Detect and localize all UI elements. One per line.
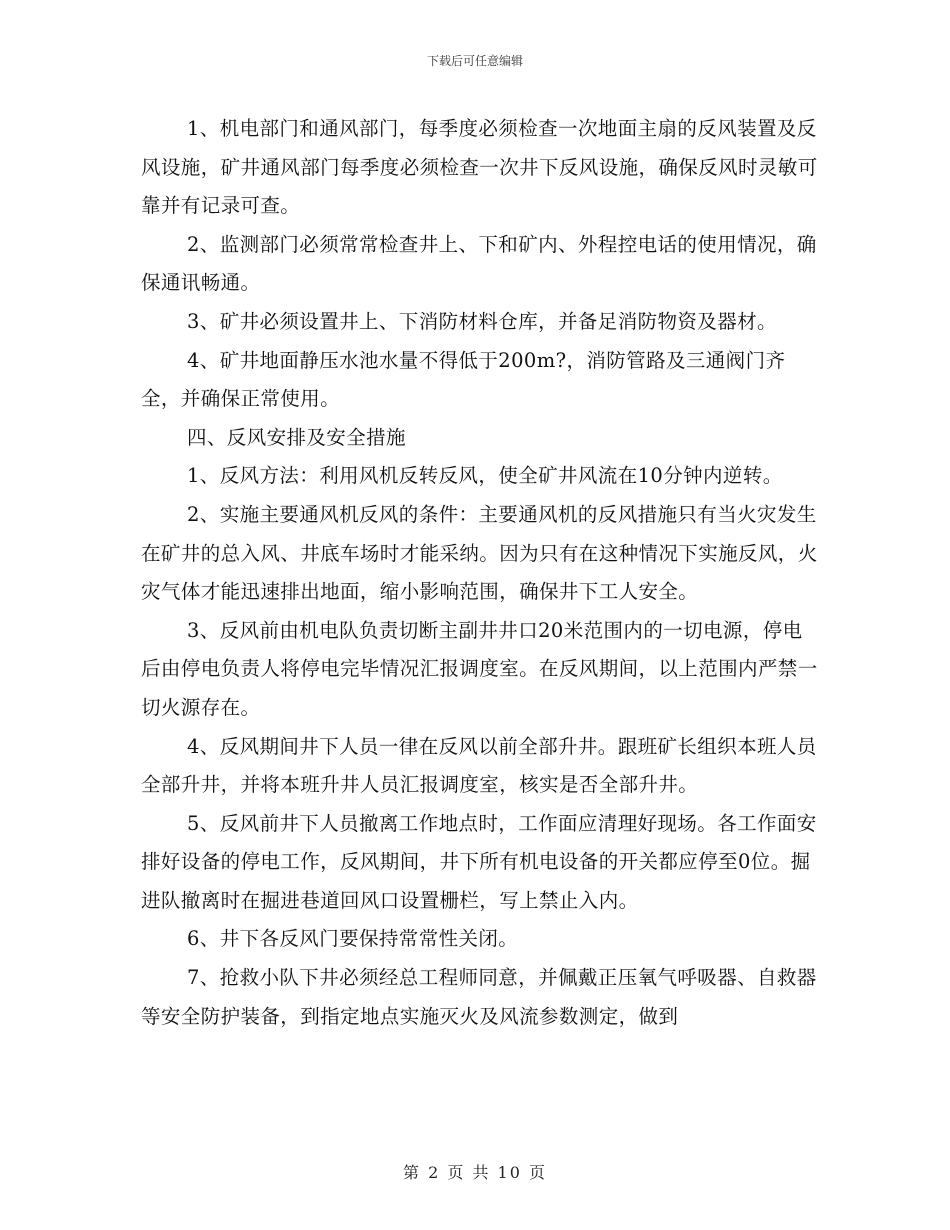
paragraph-8: 4、反风期间井下人员一律在反风以前全部升井。跟班矿长组织本班人员全部升井，并将本班升井人员汇报调度室，核实是否全部升井。	[141, 734, 817, 797]
page-header: 下载后可任意编辑	[426, 54, 523, 68]
paragraph-7: 3、反风前由机电队负责切断主副井井口20米范围内的一切电源，停电后由停电负责人将停电完毕情况汇报调度室。在反风期间，以上范围内严禁一切火源存在。	[141, 618, 818, 719]
paragraph-6: 2、实施主要通风机反风的条件：主要通风机的反风措施只有当火灾发生在矿井的总入风、井底车场时才能采纳。因为只有在这种情况下实施反风，火灾气体才能迅速排出地面，缩小影响范围，确保井下工人安全。	[141, 502, 818, 604]
paragraph-11: 7、抢救小队下井必须经总工程师同意，并佩戴正压氧气呼吸器、自救器等安全防护装备，到指定地点实施灭火及风流参数测定，做到	[141, 966, 817, 1028]
document-body	[141, 110, 821, 1036]
paragraph-3: 3、矿井必须设置井上、下消防材料仓库，并备足消防物资及器材。	[187, 309, 777, 333]
page-footer: 第 2 页 共 10 页	[403, 1163, 547, 1182]
paragraph-5: 1、反风方法：利用风机反转反风，使全矿井风流在10分钟内逆转。	[187, 464, 783, 488]
paragraph-1: 1、机电部门和通风部门，每季度必须检查一次地面主扇的反风装置及反风设施，矿井通风部门每季度必须检查一次井下反风设施，确保反风时灵敏可靠并有记录可查。	[141, 117, 818, 218]
paragraph-2: 2、监测部门必须常常检查井上、下和矿内、外程控电话的使用情况，确保通讯畅通。	[141, 232, 817, 295]
section-heading: 四、反风安排及安全措施	[187, 425, 406, 449]
paragraph-4: 4、矿井地面静压水池水量不得低于200m?，消防管路及三通阀门齐全，并确保正常使用。	[141, 348, 786, 411]
paragraph-10: 6、井下各反风门要保持常常性关闭。	[187, 927, 519, 951]
paragraph-9: 5、反风前井下人员撤离工作地点时，工作面应清理好现场。各工作面安排好设备的停电工作，反风期间，井下所有机电设备的开关都应停至0位。掘进队撤离时在掘进巷道回风口设置栅栏，写上禁止入内。	[141, 811, 817, 912]
